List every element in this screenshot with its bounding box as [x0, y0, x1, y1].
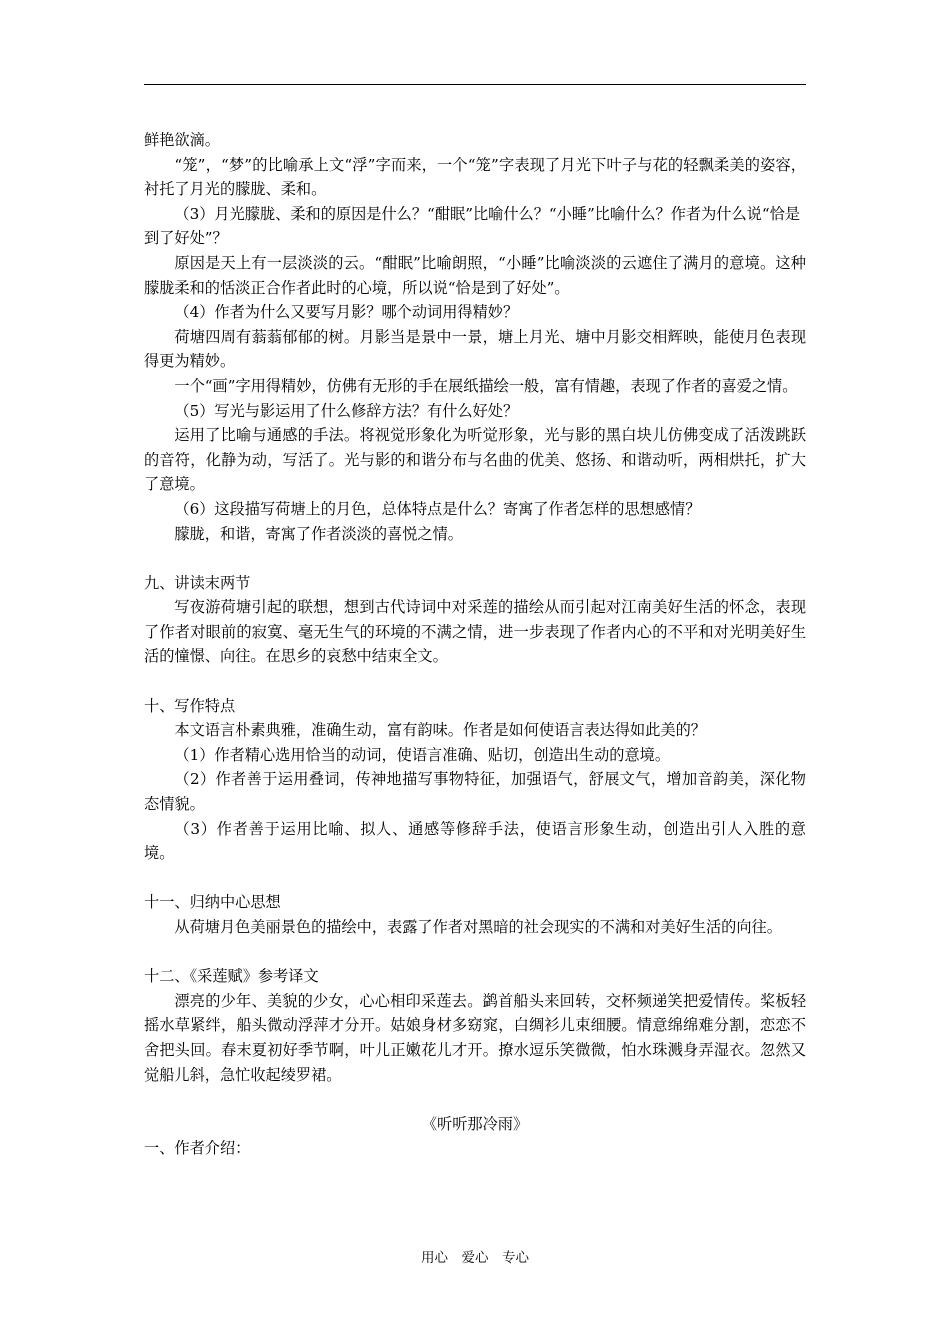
- section-heading-11: 十一、归纳中心思想: [144, 893, 281, 912]
- section-11-text: 从荷塘月色美丽景色的描绘中，表露了作者对黑暗的社会现实的不满和对美好生活的向往。: [174, 918, 782, 936]
- answer-4b: 一个“画”字用得精妙，仿佛有无形的手在展纸描绘一般，富有情趣，表现了作者的喜爱之情。: [174, 376, 798, 395]
- document-body: [144, 128, 806, 1161]
- next-article-heading-1: 一、作者介绍：: [144, 1139, 251, 1158]
- section-9-text: 写夜游荷塘引起的联想，想到古代诗词中对采莲的描绘从而引起对江南美好生活的怀念，表现了作者对眼前的寂寞、毫无生气的环境的不满之情，进一步表现了作者内心的不平和对光明美好生活的憧憬、向往。在思乡的哀愁中结束全文。: [144, 598, 806, 666]
- header-rule: [144, 84, 806, 85]
- question-3: （3）月光朦胧、柔和的原因是什么？“酣眠”比喻什么？“小睡”比喻什么？作者为什么说“恰是到了好处”？: [144, 204, 800, 248]
- section-10-intro: 本文语言朴素典雅，准确生动，富有韵味。作者是如何使语言表达得如此美的？: [174, 721, 706, 740]
- section-12-text: 漂亮的少年、美貌的少女，心心相印采莲去。鹢首船头来回转，交杯频递笑把爱情传。桨板轻摇水草紧绊，船头微动浮萍才分开。姑娘身材多窈窕，白绸衫儿束细腰。情意绵绵难分割，恋恋不舍把头回。春末夏初好季节啊，叶儿正嫩花儿才开。撩水逗乐笑微微，怕水珠溅身弄湿衣。忽然又觉船儿斜，急忙收起绫罗裙。: [144, 991, 806, 1084]
- section-heading-10: 十、写作特点: [144, 696, 236, 715]
- question-6: （6）这段描写荷塘上的月色，总体特点是什么？寄寓了作者怎样的思想感情？: [174, 499, 701, 518]
- next-article-title: 《听听那冷雨》: [421, 1114, 529, 1133]
- answer-6: 朦胧，和谐，寄寓了作者淡淡的喜悦之情。: [174, 524, 463, 543]
- paragraph-continuation: 鲜艳欲滴。: [144, 131, 220, 149]
- page-footer: 用心 爱心 专心: [421, 1250, 529, 1266]
- section-heading-12: 十二、《采莲赋》参考译文: [144, 967, 319, 986]
- section-10-item-2: （2）作者善于运用叠词，传神地描写事物特征，加强语气，舒展文气，增加音韵美，深化物态情貌。: [144, 770, 806, 814]
- question-5: （5）写光与影运用了什么修辞方法？有什么好处？: [174, 401, 519, 420]
- section-heading-9: 九、讲读末两节: [144, 573, 251, 592]
- answer-5: 运用了比喻与通感的手法。将视觉形象化为听觉形象，光与影的黑白块儿仿佛变成了活泼跳跃的音符，化静为动，写活了。光与影的和谐分布与名曲的优美、悠扬、和谐动听，两相烘托，扩大了意境。: [144, 426, 806, 494]
- paragraph-analysis-cage: “笼”，“梦”的比喻承上文“浮”字而来，一个“笼”字表现了月光下叶子与花的轻飘柔美的姿容，衬托了月光的朦胧、柔和。: [144, 155, 806, 199]
- section-10-item-1: （1）作者精心选用恰当的动词，使语言准确、贴切，创造出生动的意境。: [174, 745, 671, 764]
- question-4: （4）作者为什么又要写月影？哪个动词用得精妙？: [174, 303, 519, 322]
- section-10-item-3: （3）作者善于运用比喻、拟人、通感等修辞手法，使语言形象生动，创造出引人入胜的意境。: [144, 819, 806, 863]
- answer-4a: 荷塘四周有蓊蓊郁郁的树。月影当是景中一景，塘上月光、塘中月影交相辉映，能使月色表现得更为精妙。: [144, 327, 806, 371]
- answer-3: 原因是天上有一层淡淡的云。“酣眠”比喻朗照，“小睡”比喻淡淡的云遮住了满月的意境。这种朦胧柔和的恬淡正合作者此时的心境，所以说“恰是到了好处”。: [144, 253, 806, 297]
